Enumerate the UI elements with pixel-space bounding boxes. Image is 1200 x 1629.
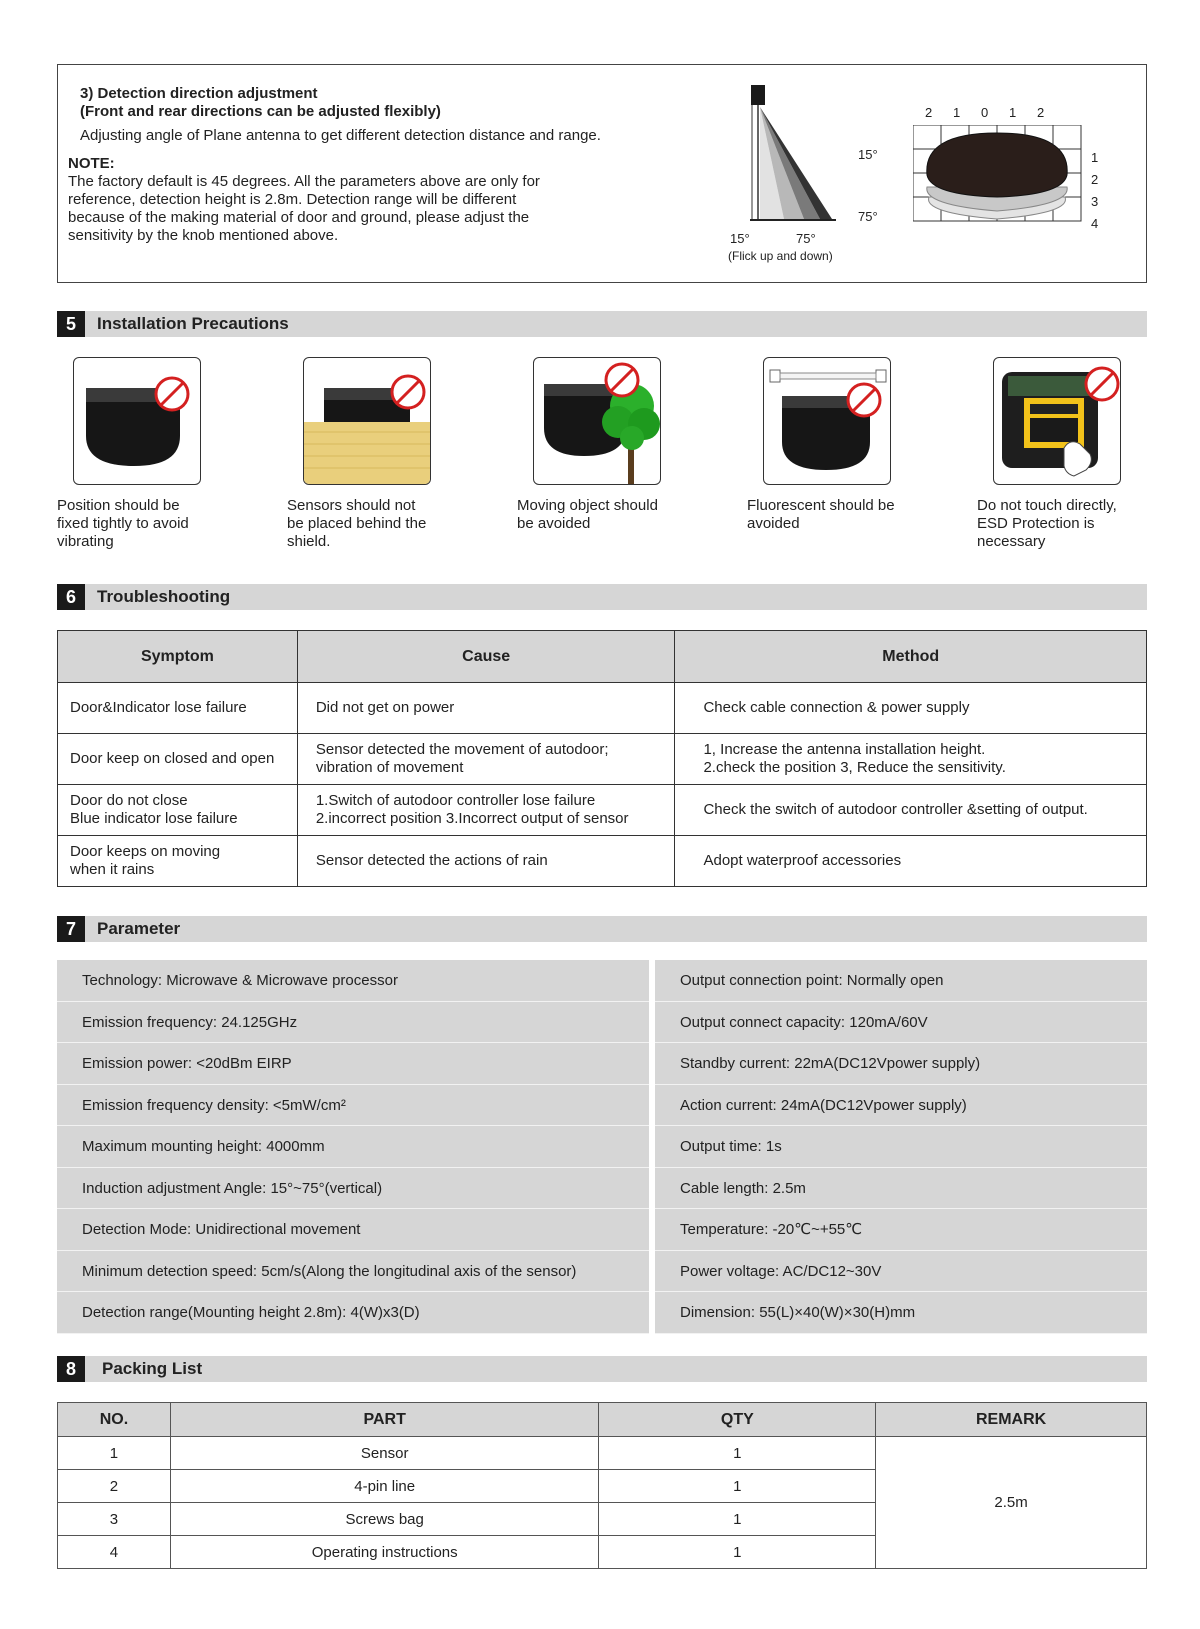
no-cell: 1 — [58, 1437, 171, 1470]
section-number: 5 — [57, 311, 85, 337]
precaution-caption: Moving object should be avoided — [517, 497, 658, 532]
circuit-board-icon — [993, 357, 1121, 485]
section-title: Packing List — [102, 1359, 203, 1378]
side-scale: 1 2 3 4 — [1091, 150, 1099, 231]
parameter-row: Action current: 24mA(DC12Vpower supply) — [655, 1085, 1147, 1127]
parameter-row: Output connection point: Normally open — [655, 960, 1147, 1002]
parameter-row: Emission power: <20dBm EIRP — [57, 1043, 649, 1085]
column-header: QTY — [599, 1403, 876, 1437]
qty-cell: 1 — [599, 1437, 876, 1470]
angle-fan-figure — [688, 79, 838, 279]
method-cell: Check cable connection & power supply — [675, 683, 1147, 734]
parameter-row: Output connect capacity: 120mA/60V — [655, 1002, 1147, 1044]
fluorescent-sensor-icon — [763, 357, 891, 485]
method-cell: Check the switch of autodoor controller &setting of output. — [675, 785, 1147, 836]
precaution-caption: Fluorescent should be avoided — [747, 497, 895, 532]
precaution-caption: Sensors should not be placed behind the shield. — [287, 497, 427, 550]
angle-bottom-label: 75° — [858, 209, 878, 224]
parameter-row: Emission frequency density: <5mW/cm² — [57, 1085, 649, 1127]
section-header-packing — [57, 1356, 1147, 1382]
section-title: Parameter — [97, 919, 181, 938]
detection-grid-icon — [913, 125, 1083, 225]
symptom-cell: Door keeps on moving when it rains — [58, 836, 298, 887]
parameter-row: Technology: Microwave & Microwave processor — [57, 960, 649, 1002]
section-header-parameter — [57, 916, 1147, 942]
remark-cell: 2.5m — [876, 1437, 1147, 1569]
section-header-installation — [57, 311, 1147, 337]
column-header: Symptom — [58, 631, 298, 683]
column-header: NO. — [58, 1403, 171, 1437]
section-number: 8 — [57, 1356, 85, 1382]
parameter-row: Detection Mode: Unidirectional movement — [57, 1209, 649, 1251]
troubleshooting-table — [57, 630, 1147, 887]
parameter-row: Output time: 1s — [655, 1126, 1147, 1168]
part-cell: Sensor — [170, 1437, 599, 1470]
tree-sensor-icon — [533, 357, 661, 485]
detection-adjustment-box — [57, 64, 1147, 283]
table-row — [58, 785, 1147, 836]
table-header-row — [58, 631, 1147, 683]
section-number: 6 — [57, 584, 85, 610]
cause-cell: Sensor detected the actions of rain — [297, 836, 675, 887]
part-cell: Operating instructions — [170, 1536, 599, 1569]
parameter-row: Temperature: -20℃~+55℃ — [655, 1209, 1147, 1251]
section-title: Troubleshooting — [97, 587, 231, 606]
column-header: Cause — [297, 631, 675, 683]
qty-cell: 1 — [599, 1503, 876, 1536]
angle-top-label: 15° — [858, 147, 878, 162]
cause-cell: 1.Switch of autodoor controller lose failure 2.incorrect position 3.Incorrect output of sensor — [297, 785, 675, 836]
qty-cell: 1 — [599, 1536, 876, 1569]
part-cell: 4-pin line — [170, 1470, 599, 1503]
section-number: 7 — [57, 916, 85, 942]
packing-table — [57, 1402, 1147, 1569]
cause-cell: Did not get on power — [297, 683, 675, 734]
column-header: REMARK — [876, 1403, 1147, 1437]
symptom-cell: Door keep on closed and open — [58, 734, 298, 785]
shield-sensor-icon — [303, 357, 431, 485]
qty-cell: 1 — [599, 1470, 876, 1503]
section-title: Installation Precautions — [97, 314, 289, 333]
parameter-row: Detection range(Mounting height 2.8m): 4(W)x3(D) — [57, 1292, 649, 1334]
section-header-troubleshooting — [57, 584, 1147, 610]
column-header: Method — [675, 631, 1147, 683]
no-cell: 4 — [58, 1536, 171, 1569]
table-row — [58, 734, 1147, 785]
method-cell: Adopt waterproof accessories — [675, 836, 1147, 887]
parameter-row: Induction adjustment Angle: 15°~75°(vertical) — [57, 1168, 649, 1210]
angle-high-label: 75° — [796, 231, 816, 246]
table-row — [58, 1437, 1147, 1470]
table-header-row — [58, 1403, 1147, 1437]
flick-caption: (Flick up and down) — [728, 249, 833, 263]
no-cell: 3 — [58, 1503, 171, 1536]
parameter-row: Emission frequency: 24.125GHz — [57, 1002, 649, 1044]
precaution-caption: Do not touch directly, ESD Protection is necessary — [977, 497, 1117, 550]
note-label: NOTE: — [68, 155, 115, 172]
parameter-row: Standby current: 22mA(DC12Vpower supply) — [655, 1043, 1147, 1085]
parameter-list-left — [57, 960, 649, 1334]
method-cell: 1, Increase the antenna installation height. 2.check the position 3, Reduce the sensitivity. — [675, 734, 1147, 785]
parameter-row: Cable length: 2.5m — [655, 1168, 1147, 1210]
angle-low-label: 15° — [730, 231, 750, 246]
note-text: The factory default is 45 degrees. All the parameters above are only for reference, detection height is 2.8m. Detection range will be different because of the making material of door and ground, please adjust the sensitivity by the knob mentioned above. — [68, 173, 540, 244]
parameter-row: Power voltage: AC/DC12~30V — [655, 1251, 1147, 1293]
cause-cell: Sensor detected the movement of autodoor; vibration of movement — [297, 734, 675, 785]
sensor-icon — [73, 357, 201, 485]
parameter-row: Dimension: 55(L)×40(W)×30(H)mm — [655, 1292, 1147, 1334]
parameter-row: Minimum detection speed: 5cm/s(Along the longitudinal axis of the sensor) — [57, 1251, 649, 1293]
detection-grid-figure: 2 1 0 1 2 15° 75° 1 2 3 4 — [853, 105, 1143, 245]
part-cell: Screws bag — [170, 1503, 599, 1536]
precaution-caption: Position should be fixed tightly to avoid vibrating — [57, 497, 189, 550]
detection-title: 3) Detection direction adjustment (Front and rear directions can be adjusted flexibly) — [80, 85, 441, 120]
detection-adjust-text: Adjusting angle of Plane antenna to get different detection distance and range. — [80, 127, 601, 144]
table-row — [58, 683, 1147, 734]
column-header: PART — [170, 1403, 599, 1437]
table-row — [58, 836, 1147, 887]
parameter-row: Maximum mounting height: 4000mm — [57, 1126, 649, 1168]
parameter-list-right — [655, 960, 1147, 1334]
no-cell: 2 — [58, 1470, 171, 1503]
symptom-cell: Door&Indicator lose failure — [58, 683, 298, 734]
symptom-cell: Door do not close Blue indicator lose failure — [58, 785, 298, 836]
